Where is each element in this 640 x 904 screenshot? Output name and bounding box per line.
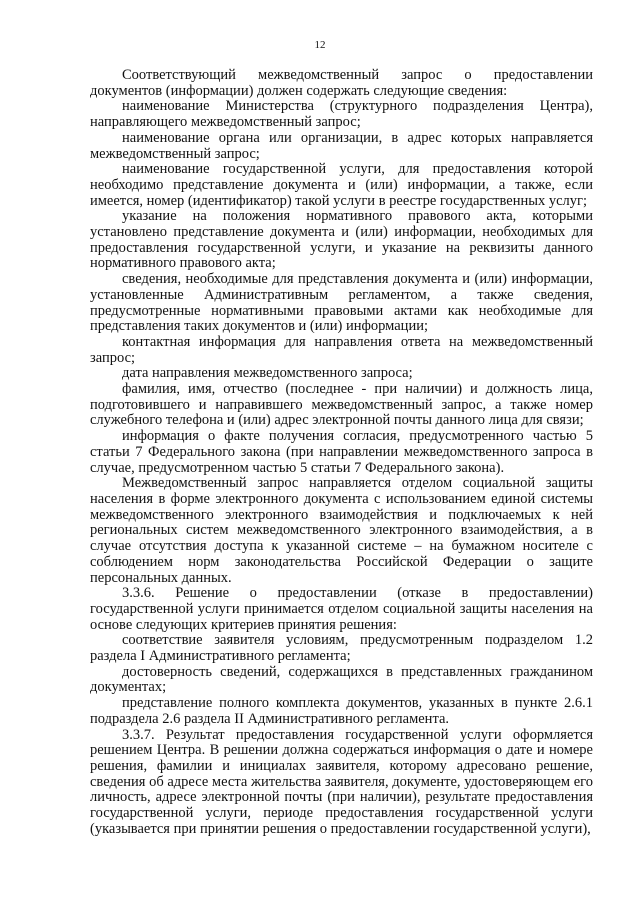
paragraph-responsible-person: фамилия, имя, отчество (последнее - при наличии) и должность лица, подготовившего и направившего межведомственный запрос, а также номер служебного телефона и (или) адрес электронной почты данного лица для связи;: [90, 381, 593, 429]
body-text: [90, 68, 593, 837]
paragraph-section-3-3-7: 3.3.7. Результат предоставления государственной услуги оформляется решением Центра. В решении должна содержаться информация о дате и номере решения, фамилии и инициалах заявителя, которому адресовано решение, сведения об адресе места жительства заявителя, документе, удостоверяющем его личность, адресе электронной почты (при наличии), результате предоставления государственной услуги, периоде предоставления государственной услуги (указывается при принятии решения о предоставлении государственной услуги),: [90, 726, 593, 837]
paragraph-criterion-completeness: представление полного комплекта документов, указанных в пункте 2.6.1 подраздела 2.6 раздела II Административного регламента.: [90, 695, 593, 727]
paragraph-request-date: дата направления межведомственного запроса;: [122, 365, 413, 382]
paragraph-organ-name: наименование органа или организации, в адрес которых направляется межведомственный запрос;: [90, 129, 593, 162]
page-number: 12: [314, 39, 326, 51]
paragraph-contact-info: контактная информация для направления ответа на межведомственный запрос;: [90, 333, 593, 366]
paragraph-required-info: сведения, необходимые для представления документа и (или) информации, установленные Административным регламентом, а также сведения, предусмотренные нормативными правовыми актами как необходимые для представления таких документов и (или) информации;: [90, 271, 593, 335]
paragraph-legal-act: указание на положения нормативного правового акта, которыми установлено представление документа и (или) информации, необходимых для предоставления государственной услуги, и указание на реквизиты данного нормативного правового акта;: [90, 208, 593, 272]
paragraph-criterion-conditions: соответствие заявителя условиям, предусмотренным подразделом 1.2 раздела I Административного регламента;: [90, 632, 593, 665]
paragraph-consent-info: информация о факте получения согласия, предусмотренного частью 5 статьи 7 Федерального закона (при направлении межведомственного запроса в случае, предусмотренном частью 5 статьи 7 Федерального закона).: [90, 428, 593, 476]
paragraph-section-3-3-6: 3.3.6. Решение о предоставлении (отказе в предоставлении) государственной услуги принимается отделом социальной защиты населения на основе следующих критериев принятия решения:: [90, 585, 593, 633]
paragraph-criterion-reliability: достоверность сведений, содержащихся в представленных гражданином документах;: [90, 663, 593, 696]
paragraph-electronic-request: Межведомственный запрос направляется отделом социальной защиты населения в форме электронного документа с использованием единой системы межведомственного электронного взаимодействия и подключаемых к ней региональных систем межведомственного электронного взаимодействия, а в случае отсутствия доступа к указанной системе – на бумажном носителе с соблюдением норм законодательства Российской Федерации о защите персональных данных.: [90, 475, 593, 586]
paragraph-ministry-name: наименование Министерства (структурного подразделения Центра), направляющего межведомственный запрос;: [90, 98, 593, 131]
paragraph-request-contents: Соответствующий межведомственный запрос о предоставлении документов (информации) должен содержать следующие сведения:: [90, 67, 593, 99]
paragraph-service-name: наименование государственной услуги, для предоставления которой необходимо представление документа и (или) информации, а также, если имеется, номер (идентификатор) такой услуги в реестре государственных услуг;: [90, 161, 593, 209]
